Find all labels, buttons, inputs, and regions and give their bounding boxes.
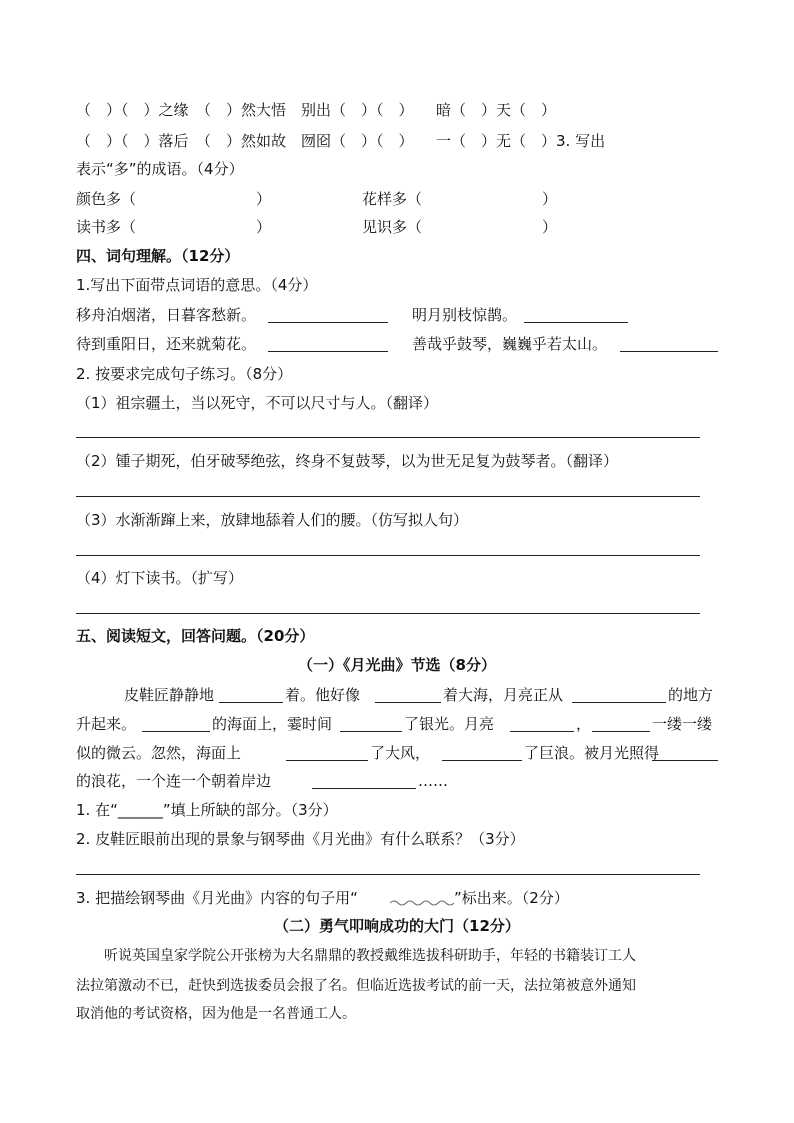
passage-2-title: （二）勇气叩响成功的大门（12分） [274, 917, 520, 935]
poem-line-c: 待到重阳日，还来就菊花。 [76, 335, 257, 353]
passage-1-text: 了巨浪。被月光照得 [524, 744, 660, 762]
blank-line [312, 788, 416, 789]
section-4-title: 四、词句理解。（12分） [76, 247, 240, 265]
blank-line [592, 731, 650, 732]
idiom-pair-2-right: 见识多（ ） [362, 218, 558, 236]
idiom-pair-1-right: 花样多（ ） [362, 190, 558, 208]
sentence-task-1: （1）祖宗疆土，当以死守，不可以尺寸与人。（翻译） [76, 394, 439, 412]
passage-2-text: 听说英国皇家学院公开张榜为大名鼎鼎的教授戴维选拔科研助手，年轻的书籍装订工人 [104, 948, 636, 964]
answer-line [76, 496, 700, 497]
idiom-row-1: （ ）（ ）之缘 （ ）然大悟 别出（ ）（ ） 暗（ ）天（ ） [76, 101, 557, 119]
passage-1-text: 着。他好像 [285, 686, 361, 704]
question-4-1: 1.写出下面带点词语的意思。（4分） [76, 276, 318, 294]
blank-line [375, 702, 441, 703]
passage-1-text: 了大风， [370, 744, 431, 762]
passage-1-text: 似的微云。忽然，海面上 [76, 744, 242, 762]
passage-1-text: ， [576, 715, 592, 733]
question-5-2: 2. 皮鞋匠眼前出现的景象与钢琴曲《月光曲》有什么联系？（3分） [76, 830, 525, 848]
passage-1-text: …… [418, 772, 448, 790]
poem-line-d: 善哉乎鼓琴，巍巍乎若太山。 [412, 335, 608, 353]
sentence-task-2: （2）锺子期死，伯牙破琴绝弦，终身不复鼓琴，以为世无足复为鼓琴者。（翻译） [76, 452, 619, 470]
question-5-3-end: ”标出来。（2分） [454, 889, 569, 907]
question-5-3: 3. 把描绘钢琴曲《月光曲》内容的句子用“ [76, 889, 358, 907]
passage-1-text: 着大海，月亮正从 [443, 686, 564, 704]
answer-line [268, 322, 388, 323]
wavy-line-mark [390, 899, 454, 907]
poem-line-b: 明月别枝惊鹊。 [412, 306, 518, 324]
sentence-task-4: （4）灯下读书。（扩写） [76, 569, 244, 587]
blank-line [510, 731, 574, 732]
passage-2-text: 取消他的考试资格，因为他是一名普通工人。 [76, 1006, 356, 1022]
answer-line [76, 437, 700, 438]
answer-line [268, 351, 388, 352]
section-5-title: 五、阅读短文，回答问题。（20分） [76, 627, 315, 645]
passage-1-text: 的浪花，一个连一个朝着岸边 [76, 772, 272, 790]
answer-line [620, 351, 718, 352]
passage-2-text: 法拉第激动不已，赶快到选拔委员会报了名。但临近选拔考试的前一天，法拉第被意外通知 [76, 978, 636, 994]
passage-1-title: （一）《月光曲》节选（8分） [298, 656, 496, 674]
answer-line [76, 874, 700, 875]
blank-line [219, 702, 283, 703]
question-5-1: 1. 在“______”填上所缺的部分。（3分） [76, 801, 338, 819]
passage-1-text: 升起来。 [76, 715, 137, 733]
blank-line [652, 760, 718, 761]
passage-1-text: 皮鞋匠静静地 [124, 686, 215, 704]
idiom-row-2: （ ）（ ）落后 （ ）然如故 囫囵（ ）（ ） 一（ ）无（ ）3. 写出 [76, 132, 606, 150]
idiom-pair-2-left: 读书多（ ） [76, 218, 272, 236]
passage-1-text: 一缕一缕 [652, 715, 713, 733]
passage-1-text: 的海面上，霎时间 [212, 715, 333, 733]
question-4-2: 2. 按要求完成句子练习。（8分） [76, 365, 293, 383]
poem-line-a: 移舟泊烟渚，日暮客愁新。 [76, 306, 257, 324]
passage-1-text: 的地方 [668, 686, 714, 704]
blank-line [142, 731, 210, 732]
answer-line [76, 613, 700, 614]
passage-1-text: 了银光。月亮 [404, 715, 495, 733]
idiom-pair-1-left: 颜色多（ ） [76, 190, 272, 208]
blank-line [340, 731, 402, 732]
answer-line [76, 555, 700, 556]
idiom-row-3: 表示“多”的成语。（4分） [76, 160, 244, 178]
blank-line [572, 702, 666, 703]
blank-line [442, 760, 522, 761]
sentence-task-3: （3）水渐渐蹿上来，放肆地舔着人们的腰。（仿写拟人句） [76, 511, 469, 529]
answer-line [524, 322, 628, 323]
blank-line [286, 760, 368, 761]
